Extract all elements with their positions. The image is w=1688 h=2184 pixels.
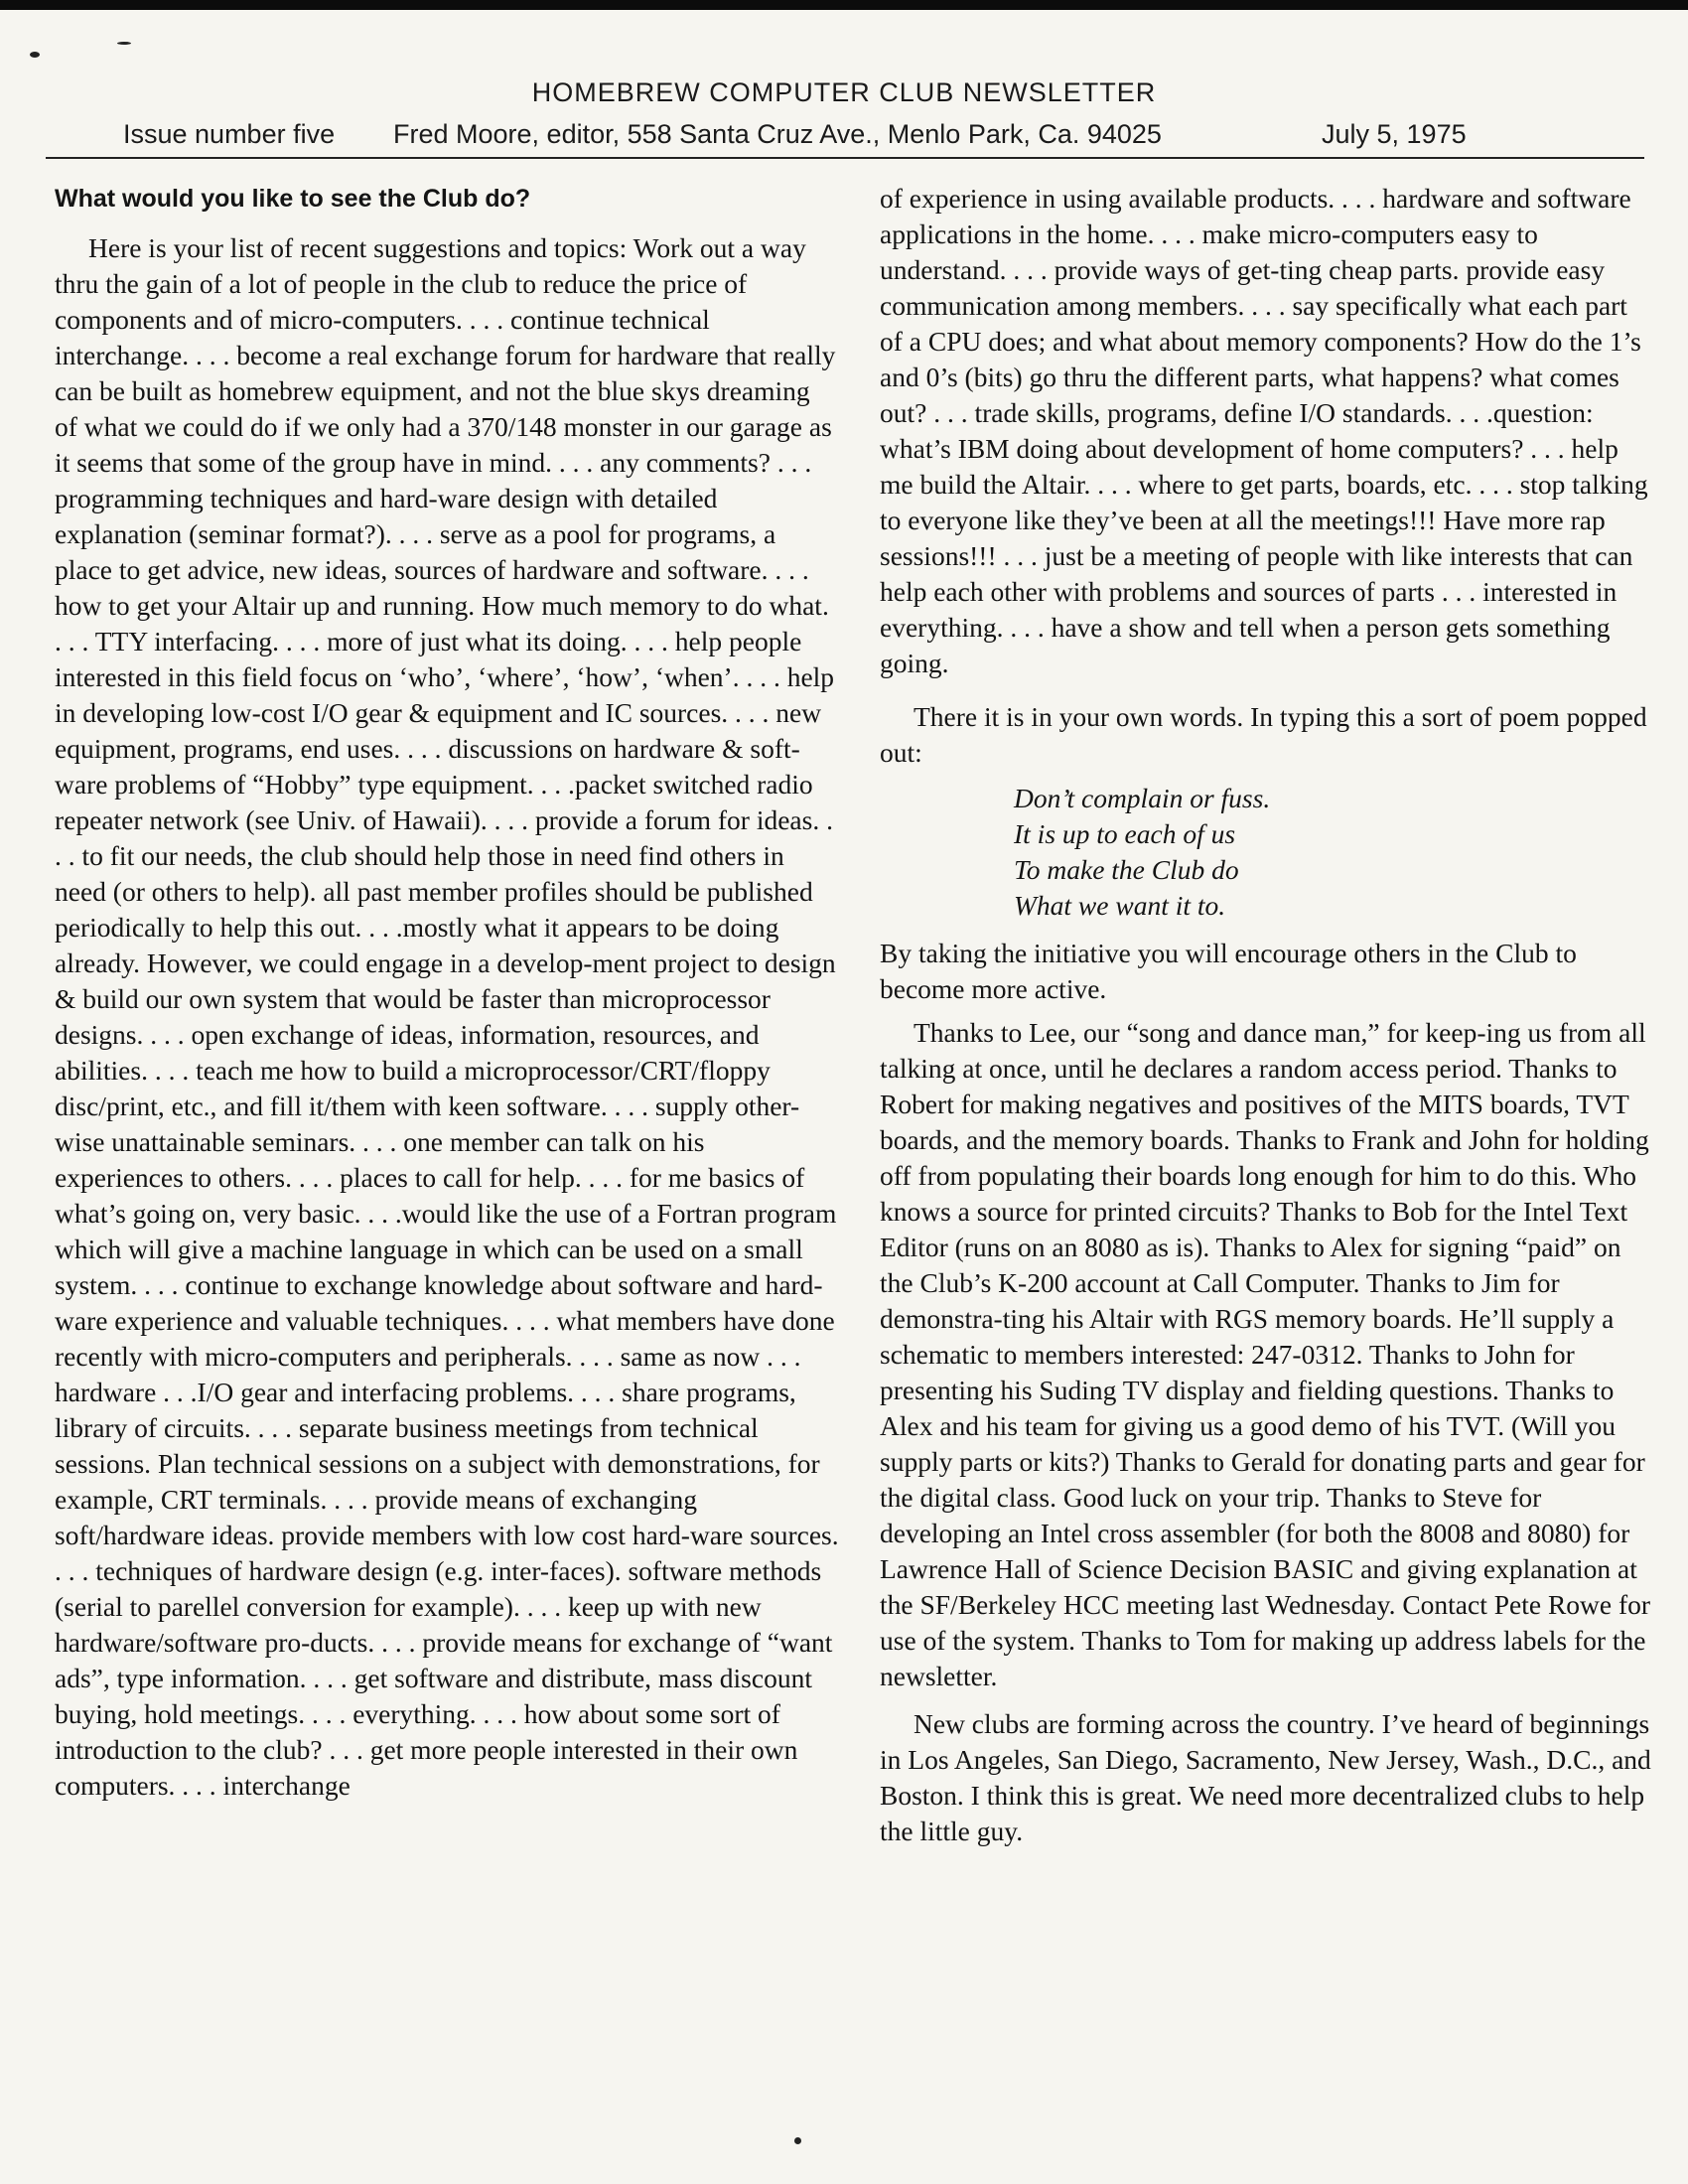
header-rule: [46, 157, 1644, 159]
newsletter-title: HOMEBREW COMPUTER CLUB NEWSLETTER: [531, 77, 1157, 107]
scan-speck: [30, 52, 40, 58]
section-heading: What would you like to see the Club do?: [55, 185, 531, 213]
issue-number: Issue number five: [123, 119, 336, 149]
editor-address: Fred Moore, editor, 558 Santa Cruz Ave., Menlo Park, Ca. 94025: [393, 119, 1162, 149]
left-column: [55, 181, 839, 1804]
poem-line: What we want it to.: [1014, 890, 1226, 921]
initiative-paragraph: By taking the initiative you will encourage others in the Club to become more active.: [880, 938, 1577, 1004]
right-column: [880, 181, 1652, 1849]
suggestions-paragraph: Here is your list of recent suggestions and topics: Work out a way thru the gain of a lot of people in the club to reduce the price of components and of micro-computers. . . . continue technical interchange. . . . become a real exchange forum for hardware that really can be built as homebrew equipment, and not the blue skys dreaming of what we could do if we only had a 370/148 monster in our garage as it seems that some of the group have in mind. . . . any comments? . . . programming techniques and hard-ware design with detailed explanation (seminar format?). . . . serve as a pool for programs, a place to get advice, new ideas, sources of hardware and software. . . . how to get your Altair up and running. How much memory to do what. . . . TTY interfacing. . . . more of just what its doing. . . . help people interested in this field focus on ‘who’, ‘where’, ‘how’, ‘when’. . . . help in developing low-cost I/O gear & equipment and IC sources. . . . new equipment, programs, end uses. . . . discussions on hardware & soft-ware problems of “Hobby” type equipment. . . .packet switched radio repeater network (see Univ. of Hawaii). . . . provide a forum for ideas. . . . to fit our needs, the club should help those in need find others in need (or others to help). all past member profiles should be published periodically to help this out. . . .mostly what it appears to be doing already. However, we could engage in a develop-ment project to design & build our own system that would be faster than microprocessor designs. . . . open exchange of ideas, information, resources, and abilities. . . . teach me how to build a microprocessor/CRT/floppy disc/print, etc., and fill it/them with keen software. . . . supply other-wise unattainable seminars. . . . one member can talk on his experiences to others. . . . places to call for help. . . . for me basics of what’s going on, very basic. . . .would like the use of a Fortran program which will give a machine language in which can be used on a small system. . . . continue to exchange knowledge about software and hard-ware experience and valuable techniques. . . . what members have done recently with micro-computers and peripherals. . . . same as now . . . hardware . . .I/O gear and interfacing problems. . . . share programs, library of circuits. . . . separate business meetings from technical sessions. Plan technical sessions on a subject with demonstrations, for example, CRT terminals. . . . provide means of exchanging soft/hardware ideas. provide members with low cost hard-ware sources. . . . techniques of hardware design (e.g. inter-faces). software methods (serial to parellel conversion for example). . . . keep up with new hardware/software pro-ducts. . . . provide means for exchange of “want ads”, type information. . . . get software and distribute, mass discount buying, hold meetings. . . . everything. . . . how about some sort of introduction to the club? . . . get more people interested in their own computers. . . . interchange: [55, 232, 839, 1801]
poem: [1014, 781, 1652, 924]
new-clubs-paragraph: New clubs are forming across the country. I’ve heard of beginnings in Los Angeles, San Diego, Sacramento, New Jersey, Wash., D.C., and Boston. I think this is great. We need more decentralized clubs to help the little guy.: [880, 1708, 1651, 1846]
scan-speck: [794, 2137, 801, 2144]
poem-intro: There it is in your own words. In typing this a sort of poem popped out:: [880, 701, 1647, 768]
scan-speck: [117, 42, 131, 45]
page-top-edge: [0, 0, 1688, 10]
issue-date: July 5, 1975: [1322, 119, 1467, 149]
suggestions-continuation: of experience in using available products. . . . hardware and software applications in the home. . . . make micro-computers easy to understand. . . . provide ways of get-ting cheap parts. provide easy communication among members. . . . say specifically what each part of a CPU does; and what about memory components? How do the 1’s and 0’s (bits) go thru the different parts, what happens? what comes out? . . . trade skills, programs, define I/O standards. . . .question: what’s IBM doing about development of home computers? . . . help me build the Altair. . . . where to get parts, boards, etc. . . . stop talking to everyone like they’ve been at all the meetings!!! Have more rap sessions!!! . . . just be a meeting of people with like interests that can help each other with problems and sources of parts . . . interested in everything. . . . have a show and tell when a person gets something going.: [880, 183, 1648, 678]
poem-line: It is up to each of us: [1014, 818, 1236, 849]
thanks-paragraph: Thanks to Lee, our “song and dance man,” for keep-ing us from all talking at once, until he declares a random access period. Thanks to Robert for making negatives and positives of the MITS boards, TVT boards, and the memory boards. Thanks to Frank and John for holding off from populating their boards long enough for him to do this. Who knows a source for printed circuits? Thanks to Bob for the Intel Text Editor (runs on an 8080 as is). Thanks to Alex for signing “paid” on the Club’s K-200 account at Call Computer. Thanks to Jim for demonstra-ting his Altair with RGS memory boards. He’ll supply a schematic to members interested: 247-0312. Thanks to John for presenting his Suding TV display and fielding questions. Thanks to Alex and his team for giving us a good demo of his TVT. (Will you supply parts or kits?) Thanks to Gerald for donating parts and gear for the digital class. Good luck on your trip. Thanks to Steve for developing an Intel cross assembler (for both the 8008 and 8080) for Lawrence Hall of Science Decision BASIC and giving explanation at the SF/Berkeley HCC meeting last Wednesday. Contact Pete Rowe for use of the system. Thanks to Tom for making up address labels for the newsletter.: [880, 1017, 1651, 1691]
poem-line: Don’t complain or fuss.: [1014, 783, 1271, 813]
poem-line: To make the Club do: [1014, 854, 1239, 885]
